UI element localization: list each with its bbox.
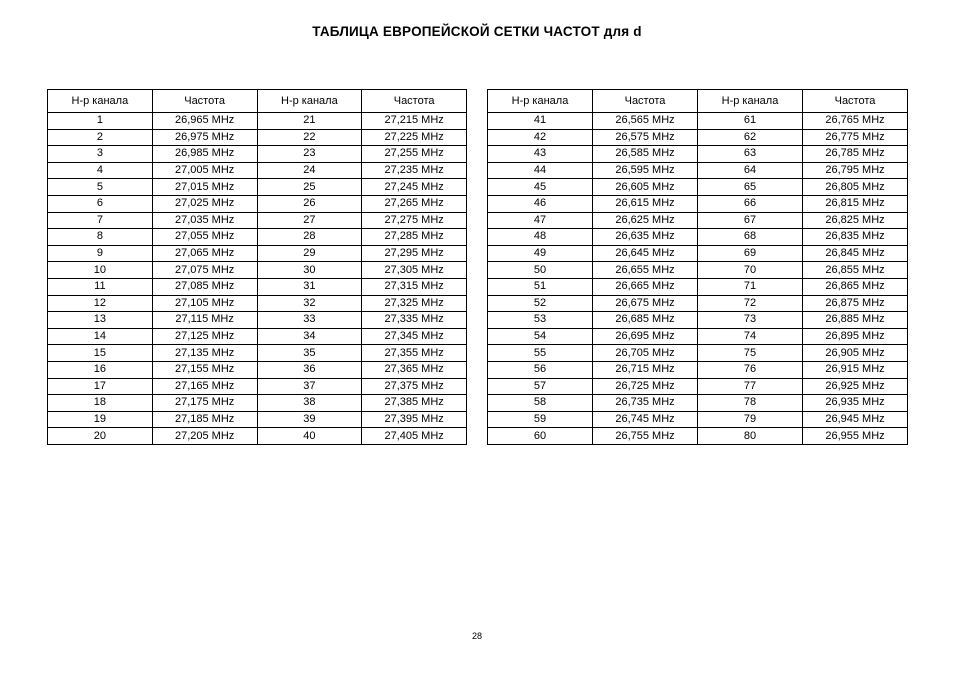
table-row: [48, 162, 467, 179]
cell-frequency: 27,015 MHz: [152, 179, 257, 196]
cell-frequency: 27,175 MHz: [152, 395, 257, 412]
cell-frequency: 26,715 MHz: [593, 361, 698, 378]
column-header-channel-b: Н-р канала: [698, 90, 803, 113]
cell-channel-number: 67: [698, 212, 803, 229]
cell-frequency: 26,695 MHz: [593, 328, 698, 345]
cell-frequency: 26,915 MHz: [803, 361, 908, 378]
cell-channel-number: 49: [488, 245, 593, 262]
cell-channel-number: 41: [488, 113, 593, 130]
cell-frequency: 26,865 MHz: [803, 278, 908, 295]
table-row: [488, 411, 908, 428]
cell-frequency: 26,605 MHz: [593, 179, 698, 196]
cell-frequency: 27,225 MHz: [362, 129, 467, 146]
cell-frequency: 27,155 MHz: [152, 361, 257, 378]
table-row: [48, 312, 467, 329]
cell-channel-number: 27: [257, 212, 362, 229]
cell-frequency: 26,935 MHz: [803, 395, 908, 412]
cell-frequency: 27,285 MHz: [362, 229, 467, 246]
table-row: [488, 328, 908, 345]
cell-frequency: 26,615 MHz: [593, 195, 698, 212]
cell-frequency: 26,875 MHz: [803, 295, 908, 312]
cell-channel-number: 32: [257, 295, 362, 312]
cell-frequency: 27,085 MHz: [152, 278, 257, 295]
table-row: [48, 428, 467, 445]
cell-frequency: 26,855 MHz: [803, 262, 908, 279]
cell-channel-number: 54: [488, 328, 593, 345]
cell-channel-number: 74: [698, 328, 803, 345]
cell-channel-number: 48: [488, 229, 593, 246]
cell-channel-number: 44: [488, 162, 593, 179]
table-row: [48, 212, 467, 229]
cell-frequency: 27,345 MHz: [362, 328, 467, 345]
cell-channel-number: 29: [257, 245, 362, 262]
table-row: [488, 129, 908, 146]
table-row: [488, 395, 908, 412]
table-row: [48, 378, 467, 395]
cell-frequency: 27,405 MHz: [362, 428, 467, 445]
cell-channel-number: 23: [257, 146, 362, 163]
table-row: [488, 245, 908, 262]
table-row: [48, 129, 467, 146]
table-row: [48, 146, 467, 163]
cell-frequency: 27,365 MHz: [362, 361, 467, 378]
cell-channel-number: 72: [698, 295, 803, 312]
cell-channel-number: 3: [48, 146, 153, 163]
cell-channel-number: 20: [48, 428, 153, 445]
page-title: ТАБЛИЦА ЕВРОПЕЙСКОЙ СЕТКИ ЧАСТОТ для d: [312, 24, 642, 39]
table-row: [488, 212, 908, 229]
cell-frequency: 27,335 MHz: [362, 312, 467, 329]
cell-channel-number: 26: [257, 195, 362, 212]
cell-channel-number: 25: [257, 179, 362, 196]
cell-frequency: 27,055 MHz: [152, 229, 257, 246]
cell-channel-number: 39: [257, 411, 362, 428]
column-header-frequency-b: Частота: [362, 90, 467, 113]
cell-channel-number: 7: [48, 212, 153, 229]
table-header-row: [48, 90, 467, 113]
cell-frequency: 27,125 MHz: [152, 328, 257, 345]
cell-frequency: 26,675 MHz: [593, 295, 698, 312]
column-header-frequency-a: Частота: [593, 90, 698, 113]
cell-channel-number: 79: [698, 411, 803, 428]
cell-frequency: 27,215 MHz: [362, 113, 467, 130]
table-row: [488, 312, 908, 329]
table-header-row: [488, 90, 908, 113]
cell-frequency: 26,595 MHz: [593, 162, 698, 179]
cell-channel-number: 47: [488, 212, 593, 229]
cell-channel-number: 35: [257, 345, 362, 362]
cell-channel-number: 55: [488, 345, 593, 362]
cell-channel-number: 33: [257, 312, 362, 329]
cell-channel-number: 18: [48, 395, 153, 412]
cell-frequency: 26,815 MHz: [803, 195, 908, 212]
table-row: [488, 162, 908, 179]
cell-frequency: 27,025 MHz: [152, 195, 257, 212]
cell-frequency: 26,625 MHz: [593, 212, 698, 229]
cell-frequency: 26,905 MHz: [803, 345, 908, 362]
cell-frequency: 27,245 MHz: [362, 179, 467, 196]
cell-frequency: 27,275 MHz: [362, 212, 467, 229]
cell-frequency: 26,585 MHz: [593, 146, 698, 163]
cell-channel-number: 12: [48, 295, 153, 312]
column-header-frequency-a: Частота: [152, 90, 257, 113]
cell-frequency: 27,295 MHz: [362, 245, 467, 262]
cell-channel-number: 16: [48, 361, 153, 378]
cell-channel-number: 58: [488, 395, 593, 412]
cell-channel-number: 57: [488, 378, 593, 395]
table-row: [488, 179, 908, 196]
cell-channel-number: 50: [488, 262, 593, 279]
cell-frequency: 26,775 MHz: [803, 129, 908, 146]
cell-frequency: 27,205 MHz: [152, 428, 257, 445]
cell-channel-number: 51: [488, 278, 593, 295]
cell-frequency: 27,035 MHz: [152, 212, 257, 229]
cell-channel-number: 22: [257, 129, 362, 146]
cell-frequency: 26,825 MHz: [803, 212, 908, 229]
table-row: [48, 179, 467, 196]
cell-channel-number: 76: [698, 361, 803, 378]
cell-channel-number: 2: [48, 129, 153, 146]
table-row: [488, 278, 908, 295]
cell-frequency: 27,135 MHz: [152, 345, 257, 362]
cell-channel-number: 4: [48, 162, 153, 179]
cell-frequency: 26,785 MHz: [803, 146, 908, 163]
cell-channel-number: 28: [257, 229, 362, 246]
cell-channel-number: 65: [698, 179, 803, 196]
cell-channel-number: 52: [488, 295, 593, 312]
cell-channel-number: 61: [698, 113, 803, 130]
cell-frequency: 26,745 MHz: [593, 411, 698, 428]
table-row: [48, 113, 467, 130]
cell-frequency: 26,945 MHz: [803, 411, 908, 428]
column-header-channel-a: Н-р канала: [488, 90, 593, 113]
cell-frequency: 26,655 MHz: [593, 262, 698, 279]
cell-frequency: 26,795 MHz: [803, 162, 908, 179]
cell-frequency: 27,265 MHz: [362, 195, 467, 212]
cell-frequency: 26,565 MHz: [593, 113, 698, 130]
cell-frequency: 26,895 MHz: [803, 328, 908, 345]
cell-channel-number: 56: [488, 361, 593, 378]
table-row: [48, 278, 467, 295]
table-row: [48, 295, 467, 312]
cell-channel-number: 19: [48, 411, 153, 428]
cell-channel-number: 63: [698, 146, 803, 163]
cell-channel-number: 17: [48, 378, 153, 395]
table-body: [48, 113, 467, 445]
cell-channel-number: 30: [257, 262, 362, 279]
table-row: [488, 229, 908, 246]
table-row: [488, 378, 908, 395]
table-row: [48, 411, 467, 428]
table-row: [48, 328, 467, 345]
cell-channel-number: 21: [257, 113, 362, 130]
table-row: [488, 295, 908, 312]
cell-channel-number: 70: [698, 262, 803, 279]
cell-frequency: 27,395 MHz: [362, 411, 467, 428]
table-row: [488, 113, 908, 130]
cell-frequency: 26,975 MHz: [152, 129, 257, 146]
cell-channel-number: 1: [48, 113, 153, 130]
cell-channel-number: 71: [698, 278, 803, 295]
cell-frequency: 26,665 MHz: [593, 278, 698, 295]
cell-frequency: 27,375 MHz: [362, 378, 467, 395]
cell-channel-number: 62: [698, 129, 803, 146]
cell-frequency: 27,075 MHz: [152, 262, 257, 279]
cell-channel-number: 59: [488, 411, 593, 428]
cell-channel-number: 66: [698, 195, 803, 212]
cell-frequency: 26,725 MHz: [593, 378, 698, 395]
cell-channel-number: 77: [698, 378, 803, 395]
cell-channel-number: 8: [48, 229, 153, 246]
cell-frequency: 27,255 MHz: [362, 146, 467, 163]
cell-channel-number: 38: [257, 395, 362, 412]
cell-frequency: 26,765 MHz: [803, 113, 908, 130]
cell-frequency: 27,105 MHz: [152, 295, 257, 312]
cell-channel-number: 31: [257, 278, 362, 295]
frequency-table-channels-41-80: [487, 89, 908, 445]
cell-channel-number: 53: [488, 312, 593, 329]
cell-channel-number: 6: [48, 195, 153, 212]
cell-channel-number: 43: [488, 146, 593, 163]
cell-frequency: 26,955 MHz: [803, 428, 908, 445]
cell-frequency: 26,885 MHz: [803, 312, 908, 329]
cell-frequency: 26,575 MHz: [593, 129, 698, 146]
cell-frequency: 27,165 MHz: [152, 378, 257, 395]
cell-frequency: 27,115 MHz: [152, 312, 257, 329]
table-row: [48, 195, 467, 212]
cell-channel-number: 69: [698, 245, 803, 262]
page-number: 28: [471, 631, 482, 641]
cell-frequency: 26,965 MHz: [152, 113, 257, 130]
cell-frequency: 27,235 MHz: [362, 162, 467, 179]
cell-frequency: 27,305 MHz: [362, 262, 467, 279]
table-row: [48, 345, 467, 362]
table-row: [48, 229, 467, 246]
cell-channel-number: 34: [257, 328, 362, 345]
cell-frequency: 27,325 MHz: [362, 295, 467, 312]
cell-channel-number: 36: [257, 361, 362, 378]
cell-channel-number: 9: [48, 245, 153, 262]
cell-frequency: 26,645 MHz: [593, 245, 698, 262]
cell-channel-number: 80: [698, 428, 803, 445]
cell-channel-number: 24: [257, 162, 362, 179]
cell-frequency: 26,925 MHz: [803, 378, 908, 395]
cell-channel-number: 10: [48, 262, 153, 279]
table-row: [488, 428, 908, 445]
column-header-frequency-b: Частота: [803, 90, 908, 113]
cell-channel-number: 14: [48, 328, 153, 345]
cell-channel-number: 40: [257, 428, 362, 445]
cell-frequency: 26,735 MHz: [593, 395, 698, 412]
cell-channel-number: 37: [257, 378, 362, 395]
cell-frequency: 27,065 MHz: [152, 245, 257, 262]
cell-channel-number: 60: [488, 428, 593, 445]
cell-frequency: 27,385 MHz: [362, 395, 467, 412]
table-row: [488, 361, 908, 378]
cell-channel-number: 78: [698, 395, 803, 412]
table-row: [488, 345, 908, 362]
table-row: [488, 195, 908, 212]
cell-frequency: 27,355 MHz: [362, 345, 467, 362]
column-header-channel-b: Н-р канала: [257, 90, 362, 113]
table-body: [488, 113, 908, 445]
cell-frequency: 26,685 MHz: [593, 312, 698, 329]
table-row: [488, 262, 908, 279]
cell-frequency: 26,755 MHz: [593, 428, 698, 445]
cell-channel-number: 46: [488, 195, 593, 212]
cell-channel-number: 42: [488, 129, 593, 146]
table-row: [48, 395, 467, 412]
cell-channel-number: 73: [698, 312, 803, 329]
cell-channel-number: 45: [488, 179, 593, 196]
cell-frequency: 27,185 MHz: [152, 411, 257, 428]
cell-channel-number: 13: [48, 312, 153, 329]
cell-frequency: 27,005 MHz: [152, 162, 257, 179]
cell-frequency: 26,835 MHz: [803, 229, 908, 246]
cell-channel-number: 64: [698, 162, 803, 179]
cell-frequency: 26,705 MHz: [593, 345, 698, 362]
table-row: [48, 245, 467, 262]
frequency-table-channels-1-40: [47, 89, 467, 445]
table-row: [488, 146, 908, 163]
cell-channel-number: 5: [48, 179, 153, 196]
cell-frequency: 26,985 MHz: [152, 146, 257, 163]
cell-frequency: 26,805 MHz: [803, 179, 908, 196]
column-header-channel-a: Н-р канала: [48, 90, 153, 113]
table-row: [48, 361, 467, 378]
cell-frequency: 27,315 MHz: [362, 278, 467, 295]
table-row: [48, 262, 467, 279]
cell-channel-number: 75: [698, 345, 803, 362]
cell-frequency: 26,635 MHz: [593, 229, 698, 246]
cell-channel-number: 15: [48, 345, 153, 362]
cell-channel-number: 68: [698, 229, 803, 246]
cell-channel-number: 11: [48, 278, 153, 295]
cell-frequency: 26,845 MHz: [803, 245, 908, 262]
